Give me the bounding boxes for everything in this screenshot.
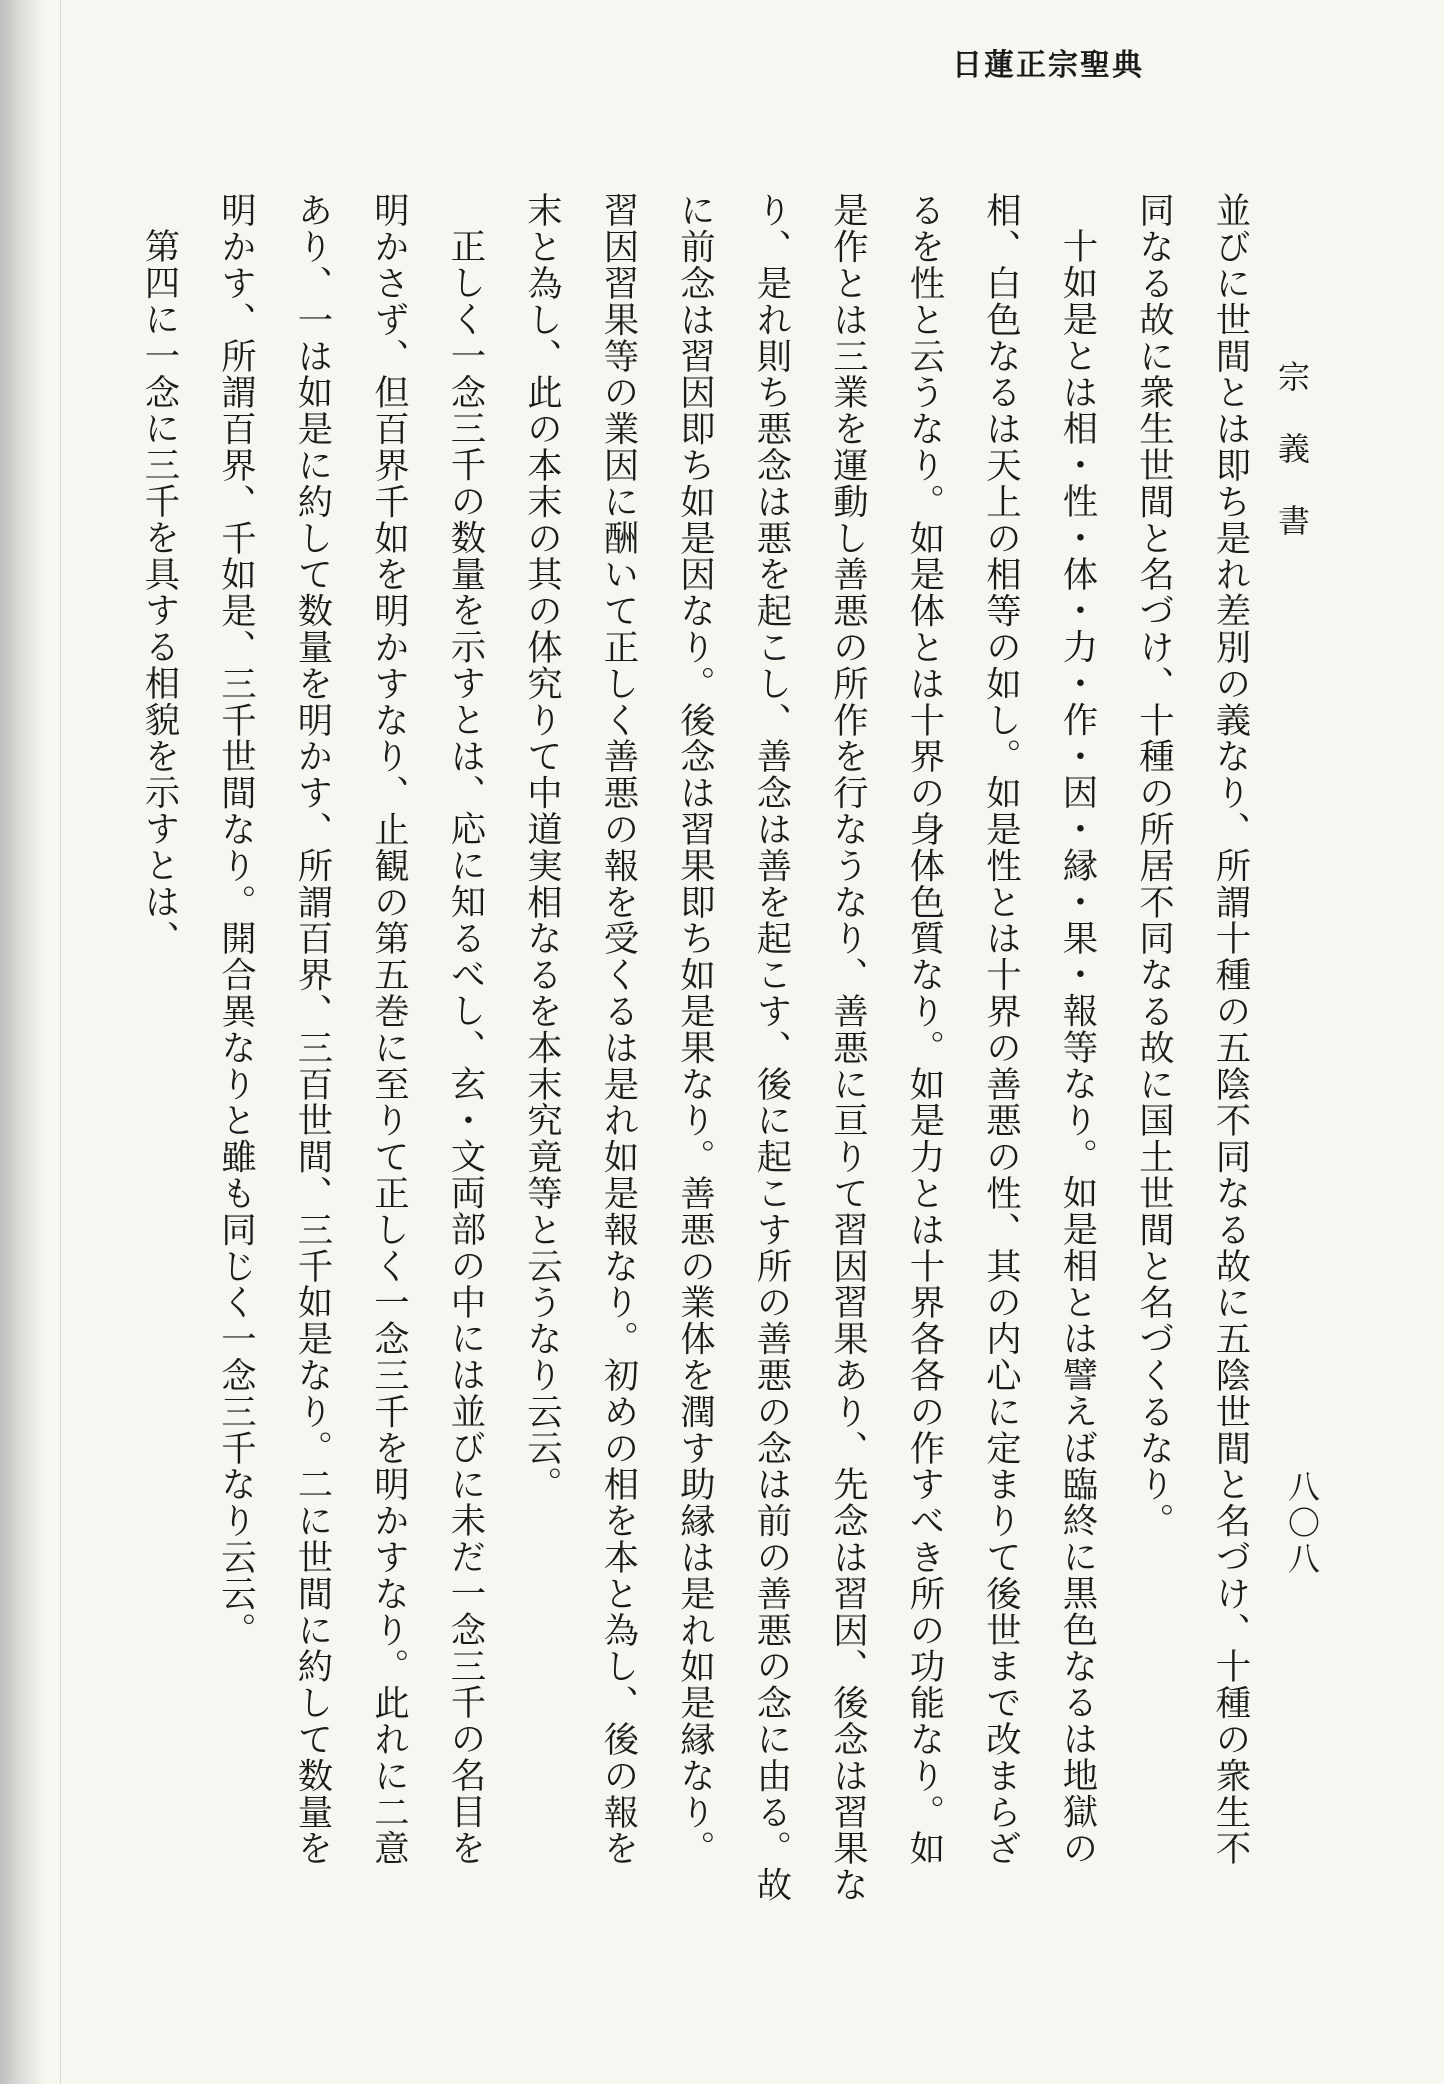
page-binding-line — [60, 0, 61, 2084]
text-line-13: あり、一は如是に約して数量を明かす、所謂百界、三百世間、三千如是なり。二に世間に約して数量を — [292, 192, 333, 1867]
text-line-6: 是作とは三業を運動し善悪の所作を行なうなり、善悪に亘りて習因習果あり、先念は習因、後念は習果な — [827, 192, 869, 1903]
text-line-3: 十如是とは相・性・体・力・作・因・縁・果・報等なり。如是相とは譬えば臨終に黒色なるは地獄の — [1057, 228, 1098, 1866]
text-line-14: 明かす、所謂百界、千如是、三千世間なり。開合異なりと雖も同じく一念三千なり云云。 — [215, 192, 257, 1648]
text-line-12: 明かさず、但百界千如を明かすなり、止観の第五巻に至りて正しく一念三千を明かすなり。此れに二意 — [368, 192, 410, 1867]
text-line-5: るを性と云うなり。如是体とは十界の身体色質なり。如是力とは十界各各の作すべき所の功能なり。如 — [904, 192, 945, 1867]
page-binding-shadow — [0, 0, 46, 2084]
text-line-8: に前念は習因即ち如是因なり。後念は習果即ち如是果なり。善悪の業体を潤す助縁は是れ如是縁なり。 — [674, 192, 716, 1867]
vertical-text-body — [121, 192, 1269, 2052]
page-number: 八〇八 — [1283, 1470, 1321, 1578]
text-line-11: 正しく一念三千の数量を示すとは、応に知るべし、玄・文両部の中には並びに未だ一念三千の名目を — [445, 228, 486, 1867]
text-line-9: 習因習果等の業因に酬いて正しく善悪の報を受くるは是れ如是報なり。初めの相を本と為し、後の報を — [598, 192, 639, 1867]
running-title: 宗義書 — [1273, 360, 1311, 576]
text-line-15: 第四に一念に三千を具する相貌を示すとは、 — [139, 228, 180, 956]
text-line-1: 並びに世間とは即ち是れ差別の義なり、所謂十種の五陰不同なる故に五陰世間と名づけ、十種の衆生不 — [1210, 192, 1251, 1867]
text-line-2: 同なる故に衆生世間と名づけ、十種の所居不同なる故に国土世間と名づくるなり。 — [1133, 192, 1175, 1539]
text-line-4: 相、白色なるは天上の相等の如し。如是性とは十界の善悪の性、其の内心に定まりて後世まで改まらざ — [980, 192, 1022, 1867]
text-line-7: り、是れ則ち悪念は悪を起こし、善念は善を起こす、後に起こす所の善悪の念は前の善悪の念に由る。故 — [751, 192, 792, 1903]
text-line-10: 末と為し、此の本末の其の体究りて中道実相なるを本末究竟等と云うなり云云。 — [521, 192, 563, 1503]
series-title: 日蓮正宗聖典 — [952, 48, 1144, 83]
